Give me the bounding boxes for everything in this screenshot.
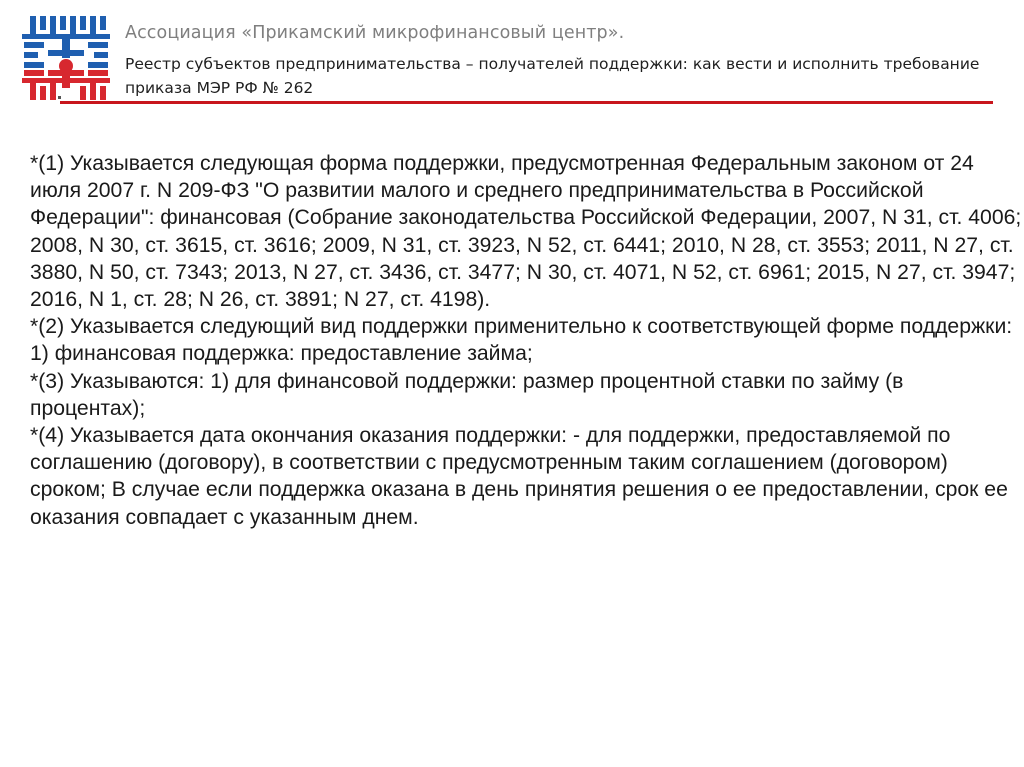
page-title: Ассоциация «Прикамский микрофинансовый центр». (125, 23, 625, 43)
decorative-dot (58, 96, 61, 99)
footnote-paragraph: *(1) Указывается следующая форма поддержки, предусмотренная Федеральным законом от 24 июля 2007 г. N 209-ФЗ "О развитии малого и среднего предпринимательства в Российской Федерации": финансовая (Собрание законодательства Российской Федерации, 2007, N 31, ст. 4006; 2008, N 30, ст. 3615, ст. 3616; 2009, N 31, ст. 3923, N 52, ст. 6441; 2010, N 28, ст. 3553; 2011, N 27, ст. 3880, N 50, ст. 7343; 2013, N 27, ст. 3436, ст. 3477; N 30, ст. 4071, N 52, ст. 6961; 2015, N 27, ст. 3947; 2016, N 1, ст. 28; N 26, ст. 3891; N 27, ст. 4198). (30, 152, 1022, 312)
page-subtitle: Реестр субъектов предпринимательства – получателей поддержки: как вести и исполнить требование приказа МЭР РФ № 262 (125, 55, 980, 97)
organization-logo-icon (22, 14, 110, 102)
footnote-paragraph: *(3) Указываются: 1) для финансовой поддержки: размер процентной ставки по займу (в процентах); (30, 369, 904, 420)
footnote-paragraph: *(4) Указывается дата окончания оказания поддержки: - для поддержки, предоставляемой по соглашению (договору), в соответствии с предусмотренным таким соглашением (договором) сроком; В случае если поддержка оказана в день принятия решения о ее предоставлении, срок ее оказания совпадает с указанным днем. (30, 424, 1008, 529)
footnote-paragraph: *(2) Указывается следующий вид поддержки применительно к соответствующей форме поддержки: 1) финансовая поддержка: предоставление займа; (30, 315, 1013, 366)
header-divider (60, 101, 993, 104)
footnotes-text (30, 150, 1022, 531)
